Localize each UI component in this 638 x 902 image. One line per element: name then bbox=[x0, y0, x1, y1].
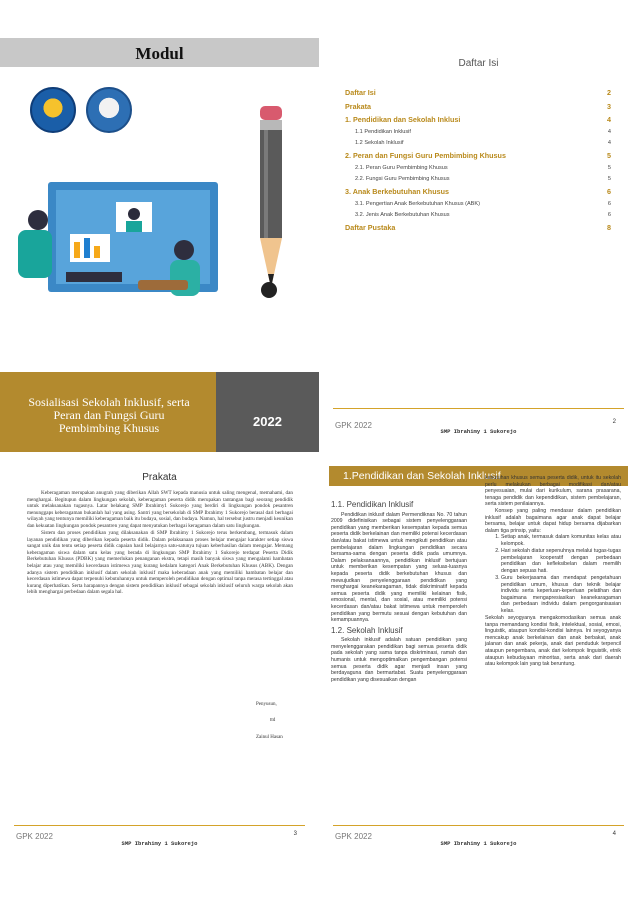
teaching-illustration bbox=[8, 180, 222, 308]
cover-title: Modul bbox=[135, 44, 184, 63]
prakata-title: Prakata bbox=[142, 472, 177, 483]
toc-entry[interactable] bbox=[345, 88, 611, 102]
toc-entry[interactable] bbox=[345, 212, 611, 223]
toc-entry[interactable] bbox=[345, 223, 611, 237]
toc-entry[interactable] bbox=[345, 140, 611, 151]
section-text: Sekolah seyogyanya mengakomodasikan semua anak tanpa memandang kondisi fisik, intelektual, sosial, emosi, linguistik, ataupun kondisi-kondisi lainnya. Ini seyogyanya mencakup anak berkelainan dan anak berbakat, anak jalanan dan anak pekerja, anak dari penduduk terpencil ataupun pengembara, anak dari kelompok linguistik, etnik ataupun kebudayaan minoritas, serta anak dari daerah atau kelompok lain yang tak beruntung. bbox=[485, 614, 621, 668]
principles-list bbox=[485, 534, 621, 614]
toc-entry[interactable] bbox=[345, 176, 611, 187]
toc-entry-page: 2 bbox=[607, 88, 611, 97]
toc-entry-label: 3.1. Pengertian Anak Berkebutuhan Khusus (ABK) bbox=[355, 200, 481, 207]
toc-title: Daftar Isi bbox=[458, 58, 499, 69]
prakata-signature: ttd bbox=[270, 718, 276, 723]
right-column bbox=[485, 475, 621, 668]
toc-entry-page: 4 bbox=[607, 128, 611, 135]
ministry-logo-icon bbox=[30, 87, 76, 133]
toc-entry-page: 6 bbox=[607, 211, 611, 218]
toc-entry-label: 2. Peran dan Fungsi Guru Pembimbing Khusus bbox=[345, 151, 506, 161]
list-item: 3. Guru bekerjasama dan mendapat pengetahuan pendidikan umum, khusus dan teknik belajar individu serta keperluan-keperluan pelatihan dan bagaimana mengapresiasikan keanekaragaman dan perbedaan individu dalam pengorganisasian kelas. bbox=[501, 575, 621, 615]
left-column bbox=[331, 500, 467, 683]
cover-heading-line: Pembimbing Khusus bbox=[58, 421, 160, 435]
toc-entry[interactable] bbox=[345, 102, 611, 116]
list-item: 2. Hari sekolah diatur sepenuhnya melalui tugas-tugas pembelajaran kooperatif dengan perbedaan pendidikan dan kefleksibelan dalam memilih dengan sepuas hati. bbox=[501, 548, 621, 574]
page-number: 3 bbox=[293, 831, 297, 837]
chapter-title: 1.Pendidikan dan Sekolah Inklusif bbox=[343, 470, 501, 482]
section-text: Konsep yang paling mendasar dalam pendidikan inklusif adalah bagaimana agar anak dapat belajar bersama, belajar untuk dapat hidup bersama dijabarkan dalam tiga prinsip, yaitu: bbox=[485, 507, 621, 534]
toc-entry[interactable] bbox=[345, 151, 611, 165]
prakata-paragraph: Sistem dan proses pendidikan yang dilaksanakan di SMP Ibrahimy 1 Sukorejo terus berkembang, termasuk dalam layanan pendidikan yang diberikan kepada peserta didik. Dalam pelaksanaan proses belajar mengajar karakter setiap siswa sangat unik dan tentu setiap peserta didik capaian hasil belajarnya satu-satunya tujuan keberhasilan dalam mengajar. Memang keberagaman siswa dalam satu kelas yang berada di lingkungan SMP Ibrahimy 1 Sukorejo terdapat Peserta Didik Berkebutuhan Khusus (PDBK) yang memerlukan penanganan ekstra, tetapi masih banyak siswa yang mengalami hambatan belajar atau yang memiliki kecerdasan istimewa yang kurang kedalam kategori Anak Berkebutuhan Khusus (ABK). Dengan adanya sistem pendidikan inklusif dalam sekolah inklusif maka keberadaan anak yang memiliki hambatan belajar dan kecerdasan istimewa dapat terpenuhi kebutuhannya untuk memperoleh pendidikan dengan optimal tanpa merasa tertinggal atau kurang diperhatikan. Serta harapannya dengan sistem pendidikan inklusif sebagai sekolah inklusif seluruh warga sekolah akan lebih menghargai perbedaan dalam segala hal. bbox=[27, 530, 293, 596]
toc-entry-label: Daftar Isi bbox=[345, 88, 376, 97]
prakata-closing: Penyusun, bbox=[256, 702, 277, 707]
toc-entry[interactable] bbox=[345, 187, 611, 201]
toc-list bbox=[345, 88, 611, 237]
toc-entry-page: 6 bbox=[607, 187, 611, 197]
cover-page bbox=[0, 38, 319, 450]
chapter-page bbox=[319, 452, 638, 902]
section-heading: 1.1. Pendidikan Inklusif bbox=[331, 500, 414, 509]
pencil-icon bbox=[254, 106, 288, 301]
toc-entry-page: 5 bbox=[607, 151, 611, 161]
toc-entry-label: 1.1 Pendidikan Inklusif bbox=[355, 128, 411, 135]
school-logo-icon bbox=[86, 87, 132, 133]
toc-entry[interactable] bbox=[345, 165, 611, 176]
cover-heading bbox=[6, 396, 212, 435]
page-number: 4 bbox=[612, 831, 616, 837]
toc-entry-label: Prakata bbox=[345, 101, 371, 111]
toc-entry-page: 5 bbox=[607, 164, 611, 171]
page-number: 2 bbox=[612, 419, 616, 425]
toc-entry-label: 2.1. Peran Guru Pembimbing Khusus bbox=[355, 164, 448, 171]
toc-entry-label: 3. Anak Berkebutuhan Khusus bbox=[345, 187, 449, 197]
toc-entry-label: 2.2. Fungsi Guru Pembimbing Khusus bbox=[355, 175, 450, 182]
ink-ball-icon bbox=[261, 282, 277, 298]
toc-page bbox=[319, 38, 638, 450]
footer-school: SMP Ibrahimy 1 Sukorejo bbox=[440, 840, 517, 847]
toc-entry-label: 3.2. Jenis Anak Berkebutuhan Khusus bbox=[355, 211, 450, 218]
toc-entry[interactable] bbox=[345, 115, 611, 129]
footer-divider bbox=[333, 408, 624, 409]
list-item: 1. Setiap anak, termasuk dalam komunitas kelas atau kelompok. bbox=[501, 534, 621, 547]
toc-entry-page: 5 bbox=[607, 175, 611, 182]
footer-label: GPK 2022 bbox=[16, 832, 53, 841]
prakata-body bbox=[27, 490, 293, 597]
toc-entry-label: Daftar Pustaka bbox=[345, 223, 396, 233]
footer-school: SMP Ibrahimy 1 Sukorejo bbox=[121, 840, 198, 847]
footer-label: GPK 2022 bbox=[335, 832, 372, 841]
toc-entry[interactable] bbox=[345, 129, 611, 140]
toc-entry-page: 8 bbox=[607, 223, 611, 233]
footer-label: GPK 2022 bbox=[335, 421, 372, 430]
toc-entry-page: 4 bbox=[607, 139, 611, 146]
section-heading: 1.2. Sekolah Inklusif bbox=[331, 625, 403, 635]
toc-entry-label: 1.2 Sekolah Inklusif bbox=[355, 139, 404, 146]
section-text: kebutuhan khusus semua peserta didik, untuk itu sekolah perlu melakukan berbagai modifikasi dan/atau penyesuaian, mulai dari kurikulum, sarana prasarana, tenaga pendidik dan kependidikan, sistem pembelajaran, serta sistem penilaiannya. bbox=[485, 475, 621, 508]
cover-heading-line: Sosialisasi Sekolah Inklusif, serta bbox=[28, 395, 190, 409]
cover-year: 2022 bbox=[253, 414, 282, 429]
toc-entry-page: 6 bbox=[607, 200, 611, 207]
footer-divider bbox=[14, 825, 305, 826]
footer-school: SMP Ibrahimy 1 Sukorejo bbox=[440, 428, 517, 435]
prakata-paragraph: Keberagaman merupakan anugrah yang diberikan Allah SWT kepada manusia untuk saling mengenal, memahami, dan menghargai. Begitupun dalam lingkungan sekolah, keberagaman peserta didik merupakan tantangan bagi seorang pendidik untuk melaksanakan tugasnya. Latar belakang SMP Ibrahimy1 Sukorejo yang berdiri di lingkungan pondok pesantren menunggaps keberagaman bukanlah hal yang asing. Santri yang bersekolah di SMP Ibrahimy 1 Sukorejo berasal dari berbagai wilayah yang tentunya memiliki keberagaman baik itu budaya, sosial, dan budaya. Namun, hal tersebut justru menjadi keunikan dan kekuatan lingkungan pondok pesantren yang dapat menyatukan berbagai keragaman dalam satu lingkungan. bbox=[27, 490, 293, 529]
toc-entry-label: 1. Pendidikan dan Sekolah Inklusi bbox=[345, 115, 461, 124]
cover-heading-line: Peran dan Fungsi Guru bbox=[53, 408, 165, 422]
footer-divider bbox=[333, 825, 624, 826]
toc-entry-page: 4 bbox=[607, 115, 611, 124]
section-text: Pendidikan inklusif dalam Permendiknas No. 70 tahun 2009 didefinisikan sebagai sistem penyelenggaraan pendidikan yang memberikan kesempatan kepada semua peserta didik berkelainan dan memiliki potensi kecerdasan dan/atau bakat istimewa untuk mengikuti pendidikan atau pembelajaran dalam lingkungan pendidikan secara bersama-sama dengan peserta didik pada umumnya. Dalam pelaksanaannya, pendidikan inklusif bertujuan untuk memberikan kesempatan yang seluas-luasnya kepada peserta didik berkebutuhan khusus dan mewujudkan penyelenggaraan pendidikan yang menghargai keanekaragaman, tidak diskriminatif kepada semua peserta didik yang memiliki kelainan fisik, emosional, mental, dan sosial, atau memiliki potensi kecerdasan dan/atau bakat istimewa untuk memperoleh pendidikan yang bermutu sesuai dengan kebutuhan dan kemampuannya. bbox=[331, 511, 467, 624]
toc-entry-page: 3 bbox=[607, 101, 611, 111]
prakata-author: Zainul Hasan bbox=[256, 735, 283, 740]
toc-entry[interactable] bbox=[345, 201, 611, 212]
section-text: Sekolah inklusif adalah satuan pendidikan yang menyelenggarakan pendidikan bagi semua peserta didik pada sekolah yang sama tanpa diskriminasi, ramah dan humanis untuk mengoptimalkan pengembangan potensi semua peserta didik agar menjadi insan yang berdayaguna dan bermartabat. Suatu penyelenggaraan pendidikan yang disesuaikan dengan bbox=[331, 637, 467, 683]
prakata-page bbox=[0, 452, 319, 902]
